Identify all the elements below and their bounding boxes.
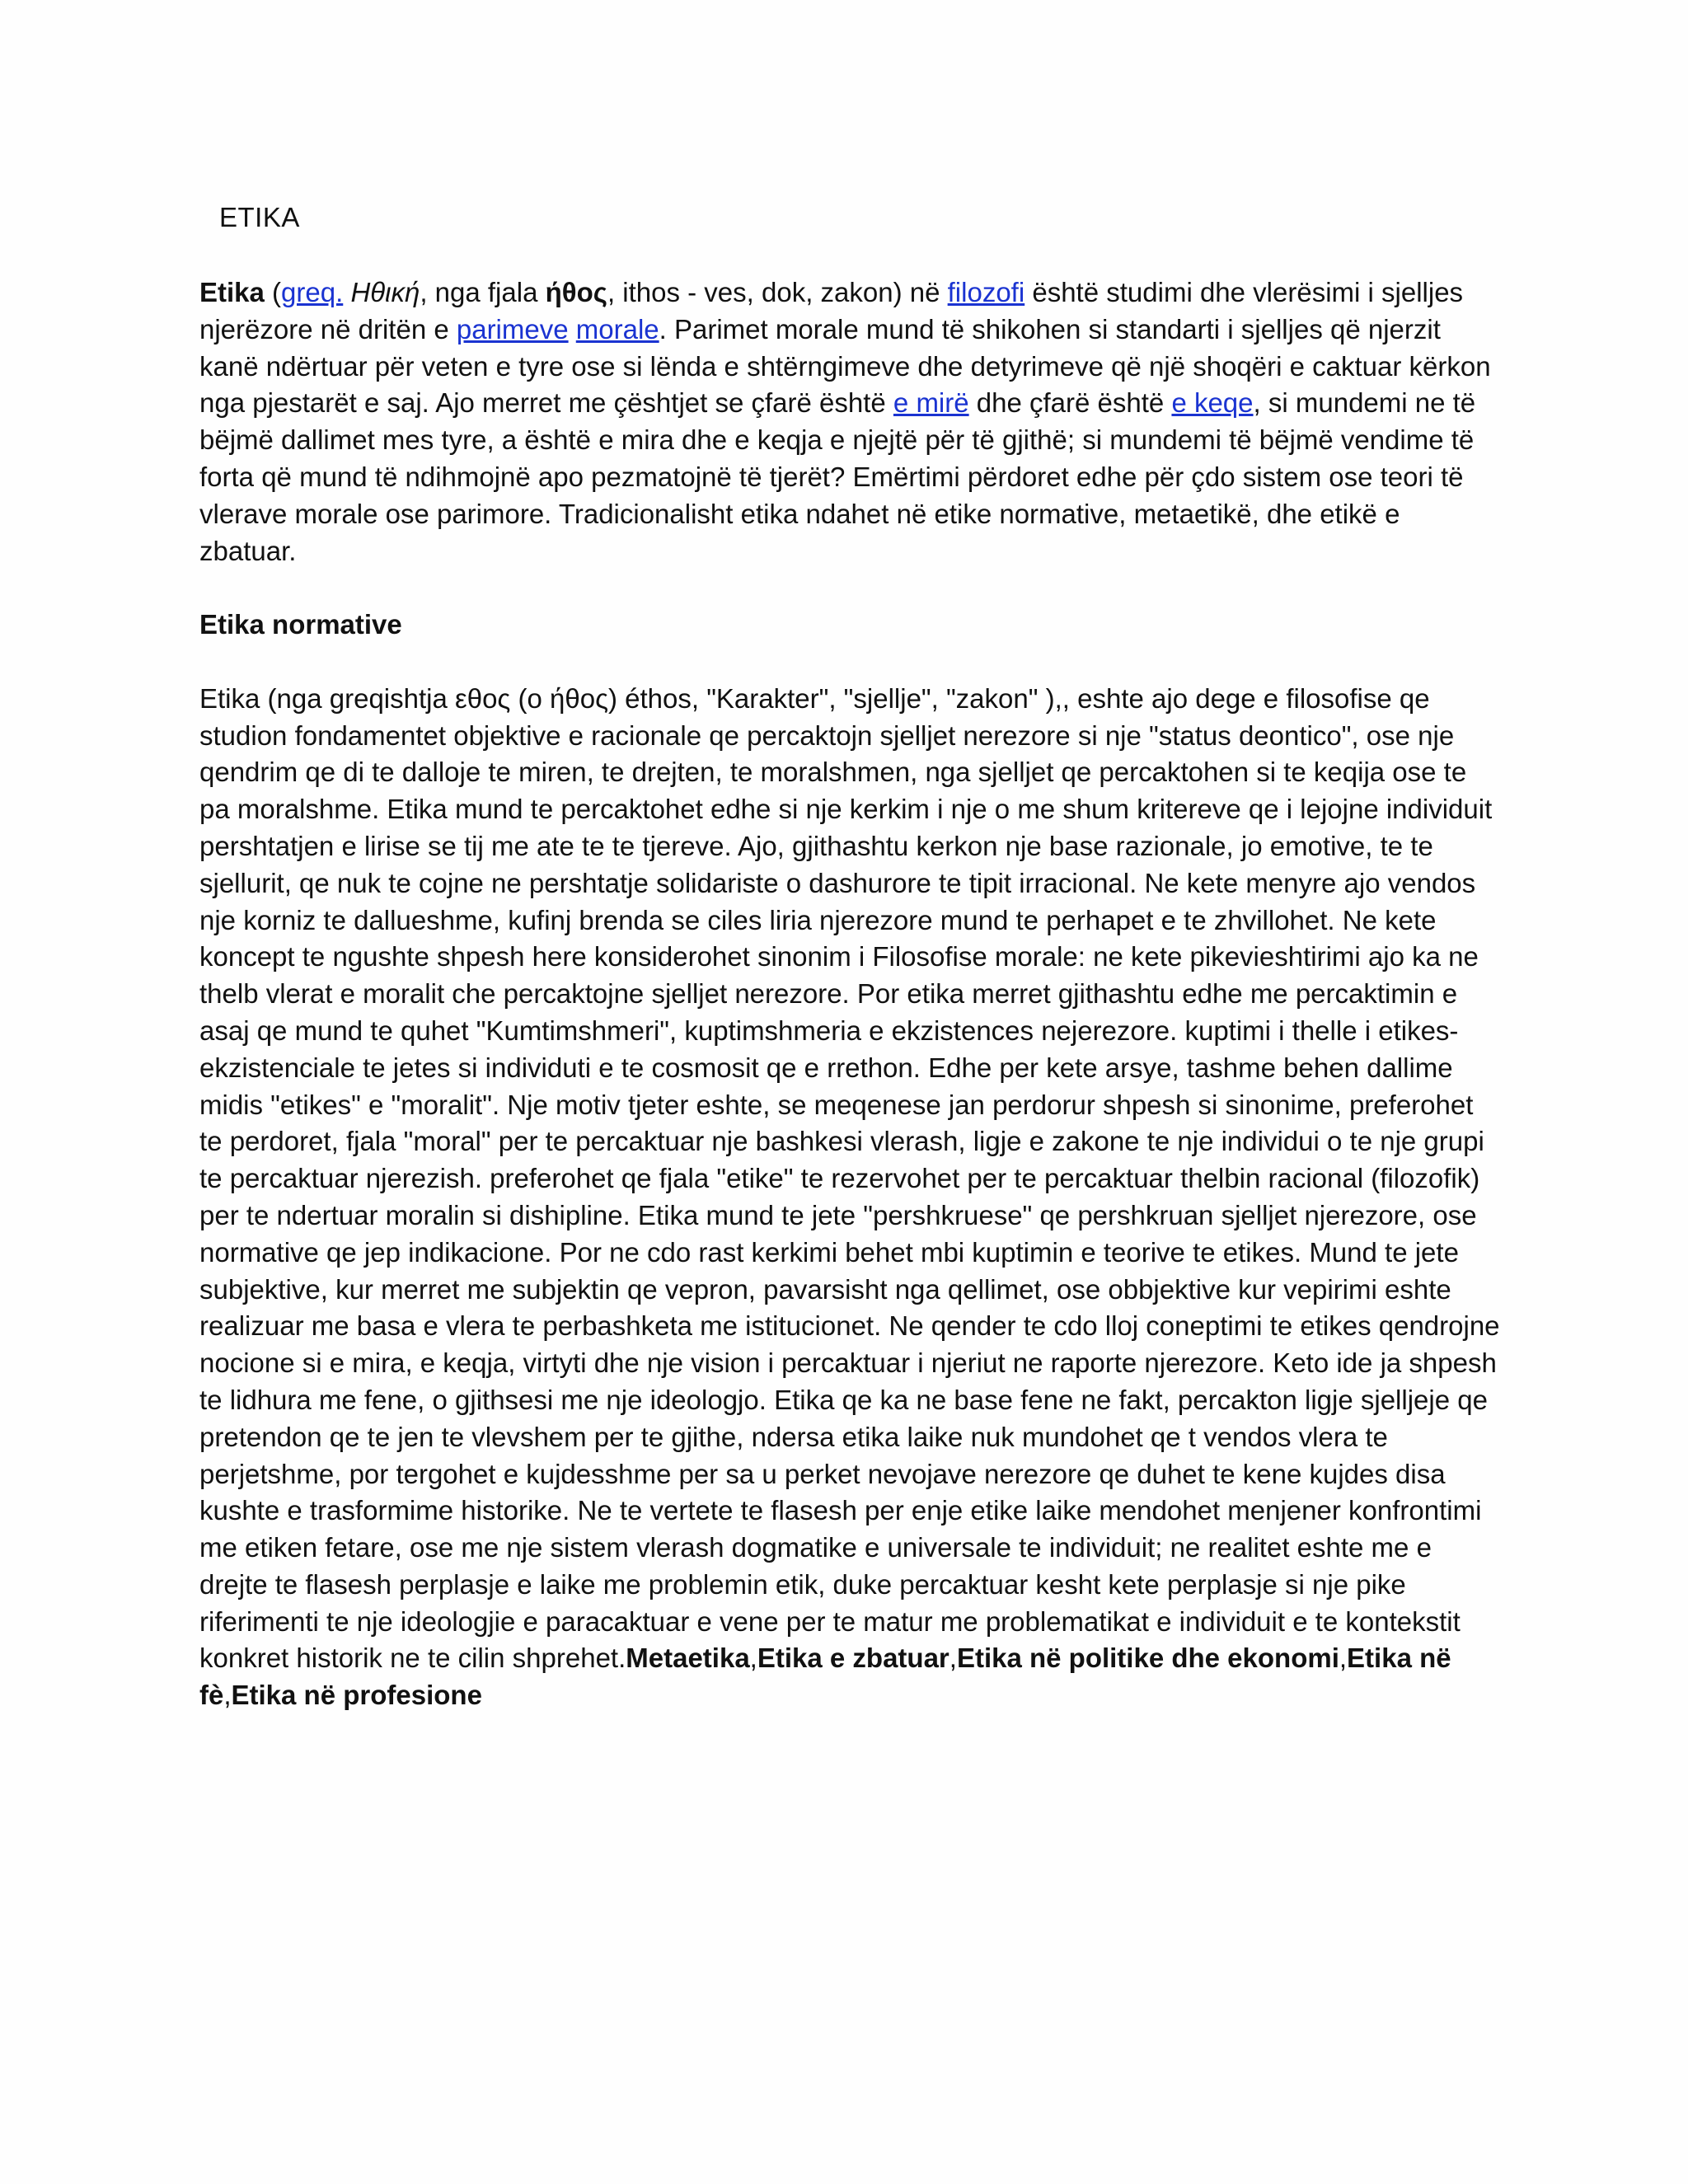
greek-term-bold: ήθος xyxy=(545,277,607,307)
related-etika-e-zbatuar: Etika e zbatuar xyxy=(757,1643,950,1674)
intro-text: , ithos - ves, dok, zakon) në xyxy=(607,277,948,307)
link-parimeve[interactable]: parimeve xyxy=(456,313,569,344)
link-e-mire[interactable]: e mirë xyxy=(893,387,969,419)
document-body xyxy=(199,274,1502,1714)
related-separator: , xyxy=(223,1680,232,1711)
link-e-keqe[interactable]: e keqe xyxy=(1171,387,1254,419)
intro-text: . Parimet morale mund të shikohen si standarti i sjelljes që njerzit kanë ndërtuar për veten e tyre ose si lënda e shtërngimeve dhe detyrimeve që një shoqëri e caktuar kërkon nga pjestarët e saj. Ajo merret me çështjet se çfarë është xyxy=(199,313,1491,419)
related-separator: , xyxy=(949,1643,957,1674)
greek-term-italic: Ηθική xyxy=(350,277,420,307)
document-title: ETIKA xyxy=(219,202,300,232)
related-metaetika: Metaetika xyxy=(626,1643,750,1674)
link-greq[interactable]: greq. xyxy=(281,277,344,307)
intro-text: ( xyxy=(264,277,282,307)
paragraph-spacer xyxy=(199,569,1502,607)
link-filozofi[interactable]: filozofi xyxy=(947,277,1025,307)
related-etika-ne-fe: Etika në fè xyxy=(199,1643,1451,1711)
section-heading: Etika normative xyxy=(199,609,402,640)
related-separator: , xyxy=(749,1643,757,1674)
term-etika: Etika xyxy=(199,277,265,307)
intro-paragraph xyxy=(199,274,1502,569)
paragraph-spacer xyxy=(199,644,1502,681)
section-body-text: Etika (nga greqishtja εθος (o ήθος) éthos, "Karakter", "sjellje", "zakon" ),, eshte ajo dege e filosofise qe studion fondamentet objektive e racionale qe percaktojn sjelljet nerezore si nje "status deontico", ose nje qendrim qe di te dalloje te miren, te drejten, te moralshmen, nga sjelljet qe percaktohen si te keqija ose te pa moralshme. Etika mund te percaktohet edhe si nje kerkim i nje o me shum kritereve qe i lejojne individuit pershtatjen e lirise se tij me ate te te tjereve. Ajo, gjithashtu kerkon nje base razionale, jo emotive, te te sjellurit, qe nuk te cojne ne pershtatje solidariste o dashurore te tipit irracional. Ne kete menyre ajo vendos nje korniz te dallueshme, kufinj brenda se ciles liria njerezore mund te perhapet e te zhvillohet. Ne kete koncept te ngushte shpesh here konsiderohet sinonim i Filosofise morale: ne kete pikevieshtirimi ajo ka ne thelb vlerat e moralit che percaktojne sjelljet nerezore. Por etika merret gjithashtu edhe me percaktimin e asaj qe mund te quhet "Kumtimshmeri", kuptimshmeria e ekzistences nejerezore. kuptimi i thelle i etikes-ekzistenciale te jetes si individuti e te cosmosit qe e rrethon. Edhe per kete arsye, tashme behen dallime midis "etikes" e "moralit". Nje motiv tjeter eshte, se meqenese jan perdorur shpesh si sinonime, preferohet te perdoret, fjala "moral" per te percaktuar nje bashkesi vlerash, ligje e zakone te nje individui o te nje grupi te percaktuar njerezish. preferohet qe fjala "etike" te rezervohet per te percaktuar thelbin racional (filozofik) per te ndertuar moralin si dishipline. Etika mund te jete "pershkruese" qe pershkruan sjelljet njerezore, ose normative qe jep indikacione. Por ne cdo rast kerkimi behet mbi kuptimin e teorive te etikes. Mund te jete subjektive, kur merret me subjektin qe vepron, pavarsisht nga qellimet, ose obbjektive kur vepirimi eshte realizuar me basa e vlera te perbashketa me istitucionet. Ne qender te cdo lloj coneptimi te etikes qendrojne nocione si e mira, e keqja, virtyti dhe nje vision i percaktuar i njeriut ne raporte njerezore. Keto ide ja shpesh te lidhura me fene, o gjithsesi me nje ideologjo. Etika qe ka ne base fene ne fakt, percakton ligje sjelljeje qe pretendon qe te jen te vlevshem per te gjithe, ndersa etika laike nuk mundohet qe t vendos vlera te perjetshme, por tergohet e kujdesshme per sa u perket nevojave nerezore qe duhet te kene kujdes disa kushte e trasformime historike. Ne te vertete te flasesh per enje etike laike mendohet menjener konfrontimi me etiken fetare, ose me nje sistem vlerash dogmatike e universale te individuit; ne realitet eshte me e drejte te flasesh perplasje e laike me problemin etik, duke percaktuar kesht kete perplasje si nje pike riferimenti te nje ideologjie e paracaktuar e vene per te matur me problematikat e individuit e te kontekstit konkret historik ne te cilin shprehet. xyxy=(199,682,1500,1674)
related-etika-profesione: Etika në profesione xyxy=(231,1680,482,1711)
intro-text: , nga fjala xyxy=(420,277,546,307)
intro-text: dhe çfarë është xyxy=(968,387,1172,419)
intro-text: , si mundemi ne të bëjmë dallimet mes tyre, a është e mira dhe e keqja e njejtë për të gjithë; si mundemi të bëjmë vendime të forta që mund të ndihmojnë apo pezmatojnë të tjerët? Emërtimi përdoret edhe për çdo sistem ose teori të vlerave morale ose parimore. Tradicionalisht etika ndahet në etike normative, metaetikë, dhe etikë e zbatuar. xyxy=(199,387,1476,566)
related-etika-politike-ekonomi: Etika në politike dhe ekonomi xyxy=(956,1643,1339,1674)
related-separator: , xyxy=(1339,1643,1348,1674)
section-paragraph xyxy=(199,681,1502,1714)
link-morale[interactable]: morale xyxy=(575,313,659,344)
intro-text: është studimi dhe vlerësimi i sjelljes njerëzore në dritën e xyxy=(199,277,1464,344)
intro-text xyxy=(569,314,576,344)
